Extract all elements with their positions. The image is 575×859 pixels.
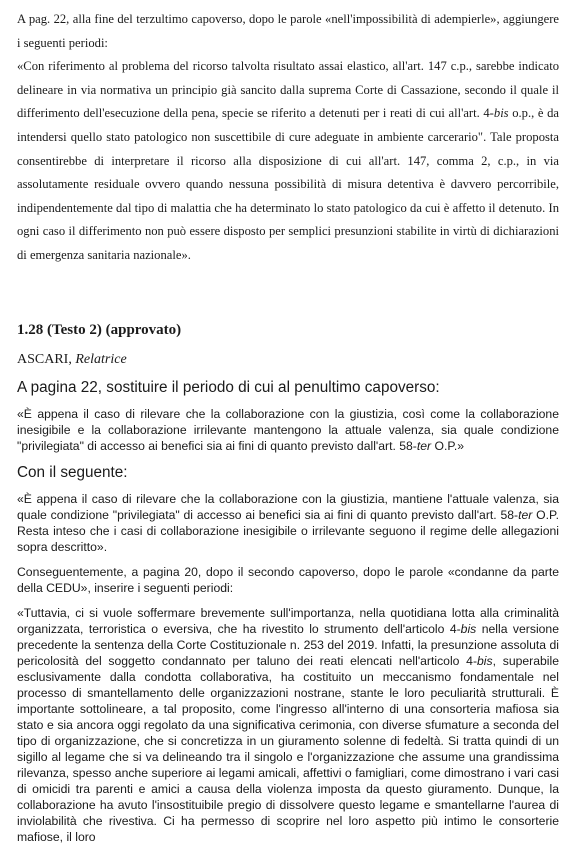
document-page [17,8,559,845]
inserted-periods-quote: «Tuttavia, ci si vuole soffermare brevemente sull'importanza, nella quotidiana lotta alla criminalità organizzata, terroristica o eversiva, che ha rivestito lo strumento dell'articolo 4-bis nella versione precedente la sentenza della Corte Costituzionale n. 253 del 2019. Infatti, la presunzione assoluta di pericolosità del soggetto condannato per taluno dei reati elencati nell'articolo 4-bis, superabile esclusivamente dalla condotta collaborativa, ha costituito un meccanismo fondamentale nel processo di smantellamento delle organizzazioni nostrane, stante le loro peculiarità strutturali. È importante sottolineare, a tal proposito, come l'ingresso all'interno di una consorteria mafiosa sia stato e sia ancora oggi regolato da una significativa cerimonia, con diverse sfumature a seconda del tipo di organizzazione, che si concretizza in un giuramento solenne di fedeltà. Si tratta quindi di un sigillo al legame che si va delineando tra il singolo e l'organizzazione che assume una grandissima rilevanza, spesso anche superiore ai legami amicali, affettivi o famigliari, come dimostrano i vari casi di omicidi tra parenti e amici a causa della violenza imposta da questo giuramento. Dunque, la collaborazione ha avuto l'insostituibile pregio di dissolvere questo legame e smantellarne l'aurea di inviolabilità che rivestiva. Ci ha permesso di scoprire nel loro aspetto più intimo le consorterie mafiose, il loro [17,605,559,844]
instruction-insert: Conseguentemente, a pagina 20, dopo il secondo capoverso, dopo le parole «condanne da parte della CEDU», inserire i seguenti periodi: [17,564,559,595]
section-spacer [17,268,559,320]
replacement-period-quote: «È appena il caso di rilevare che la collaborazione con la giustizia, mantiene l'attuale valenza, sia quale condizione "privilegiata" di accesso ai benefici sia ai fini di quanto previsto dall'art. 58-ter O.P. Resta inteso che i casi di collaborazione inesigibile o irrilevante seguono il regime delle allegazioni sopra descritto». [17,491,559,554]
instruction-with-following: Con il seguente: [17,463,128,481]
prev-section-intro: A pag. 22, alla fine del terzultimo capoverso, dopo le parole «nell'impossibilità di adempierle», aggiungere i seguenti periodi: [17,12,559,50]
amendment-heading: 1.28 (Testo 2) (approvato) [17,321,182,338]
prev-section-quote: «Con riferimento al problema del ricorso talvolta risultato assai elastico, all'art. 147 c.p., sarebbe indicato delineare in via normativa un principio già sancito dalla suprema Corte di Cassazione, secondo il quale il differimento dell'esecuzione della pena, specie se riferito a detenuti per i reati di cui all'art. 4-bis o.p., è da intendersi quello stato patologico non suscettibile di cure adeguate in ambiente carcerario". Tale proposta consentirebbe di interpretare il ricorso alla disposizione di cui all'art. 147, comma 2, c.p., in via assolutamente residuale ovvero quando nessuna possibilità di misura detentiva è davvero percorribile, indipendentemente dal tipo di malattia che ha determinato lo stato patologico da cui è affetto il detenuto. In ogni caso il differimento non può essere disposto per semplici presunzioni stabilite in virtù di dichiarazioni di emergenza sanitaria nazionale». [17,59,559,262]
original-period-quote: «È appena il caso di rilevare che la collaborazione con la giustizia, così come la collaborazione inesigibile e la collaborazione irrilevante mantengono la attuale valenza, sia quale condizione "privilegiata" di accesso ai benefici sia ai fini di quanto previsto dall'art. 58-ter O.P.» [17,406,559,453]
instruction-replace: A pagina 22, sostituire il periodo di cui al penultimo capoverso: [17,378,440,396]
rapporteur-line: ASCARI, Relatrice [17,351,127,367]
